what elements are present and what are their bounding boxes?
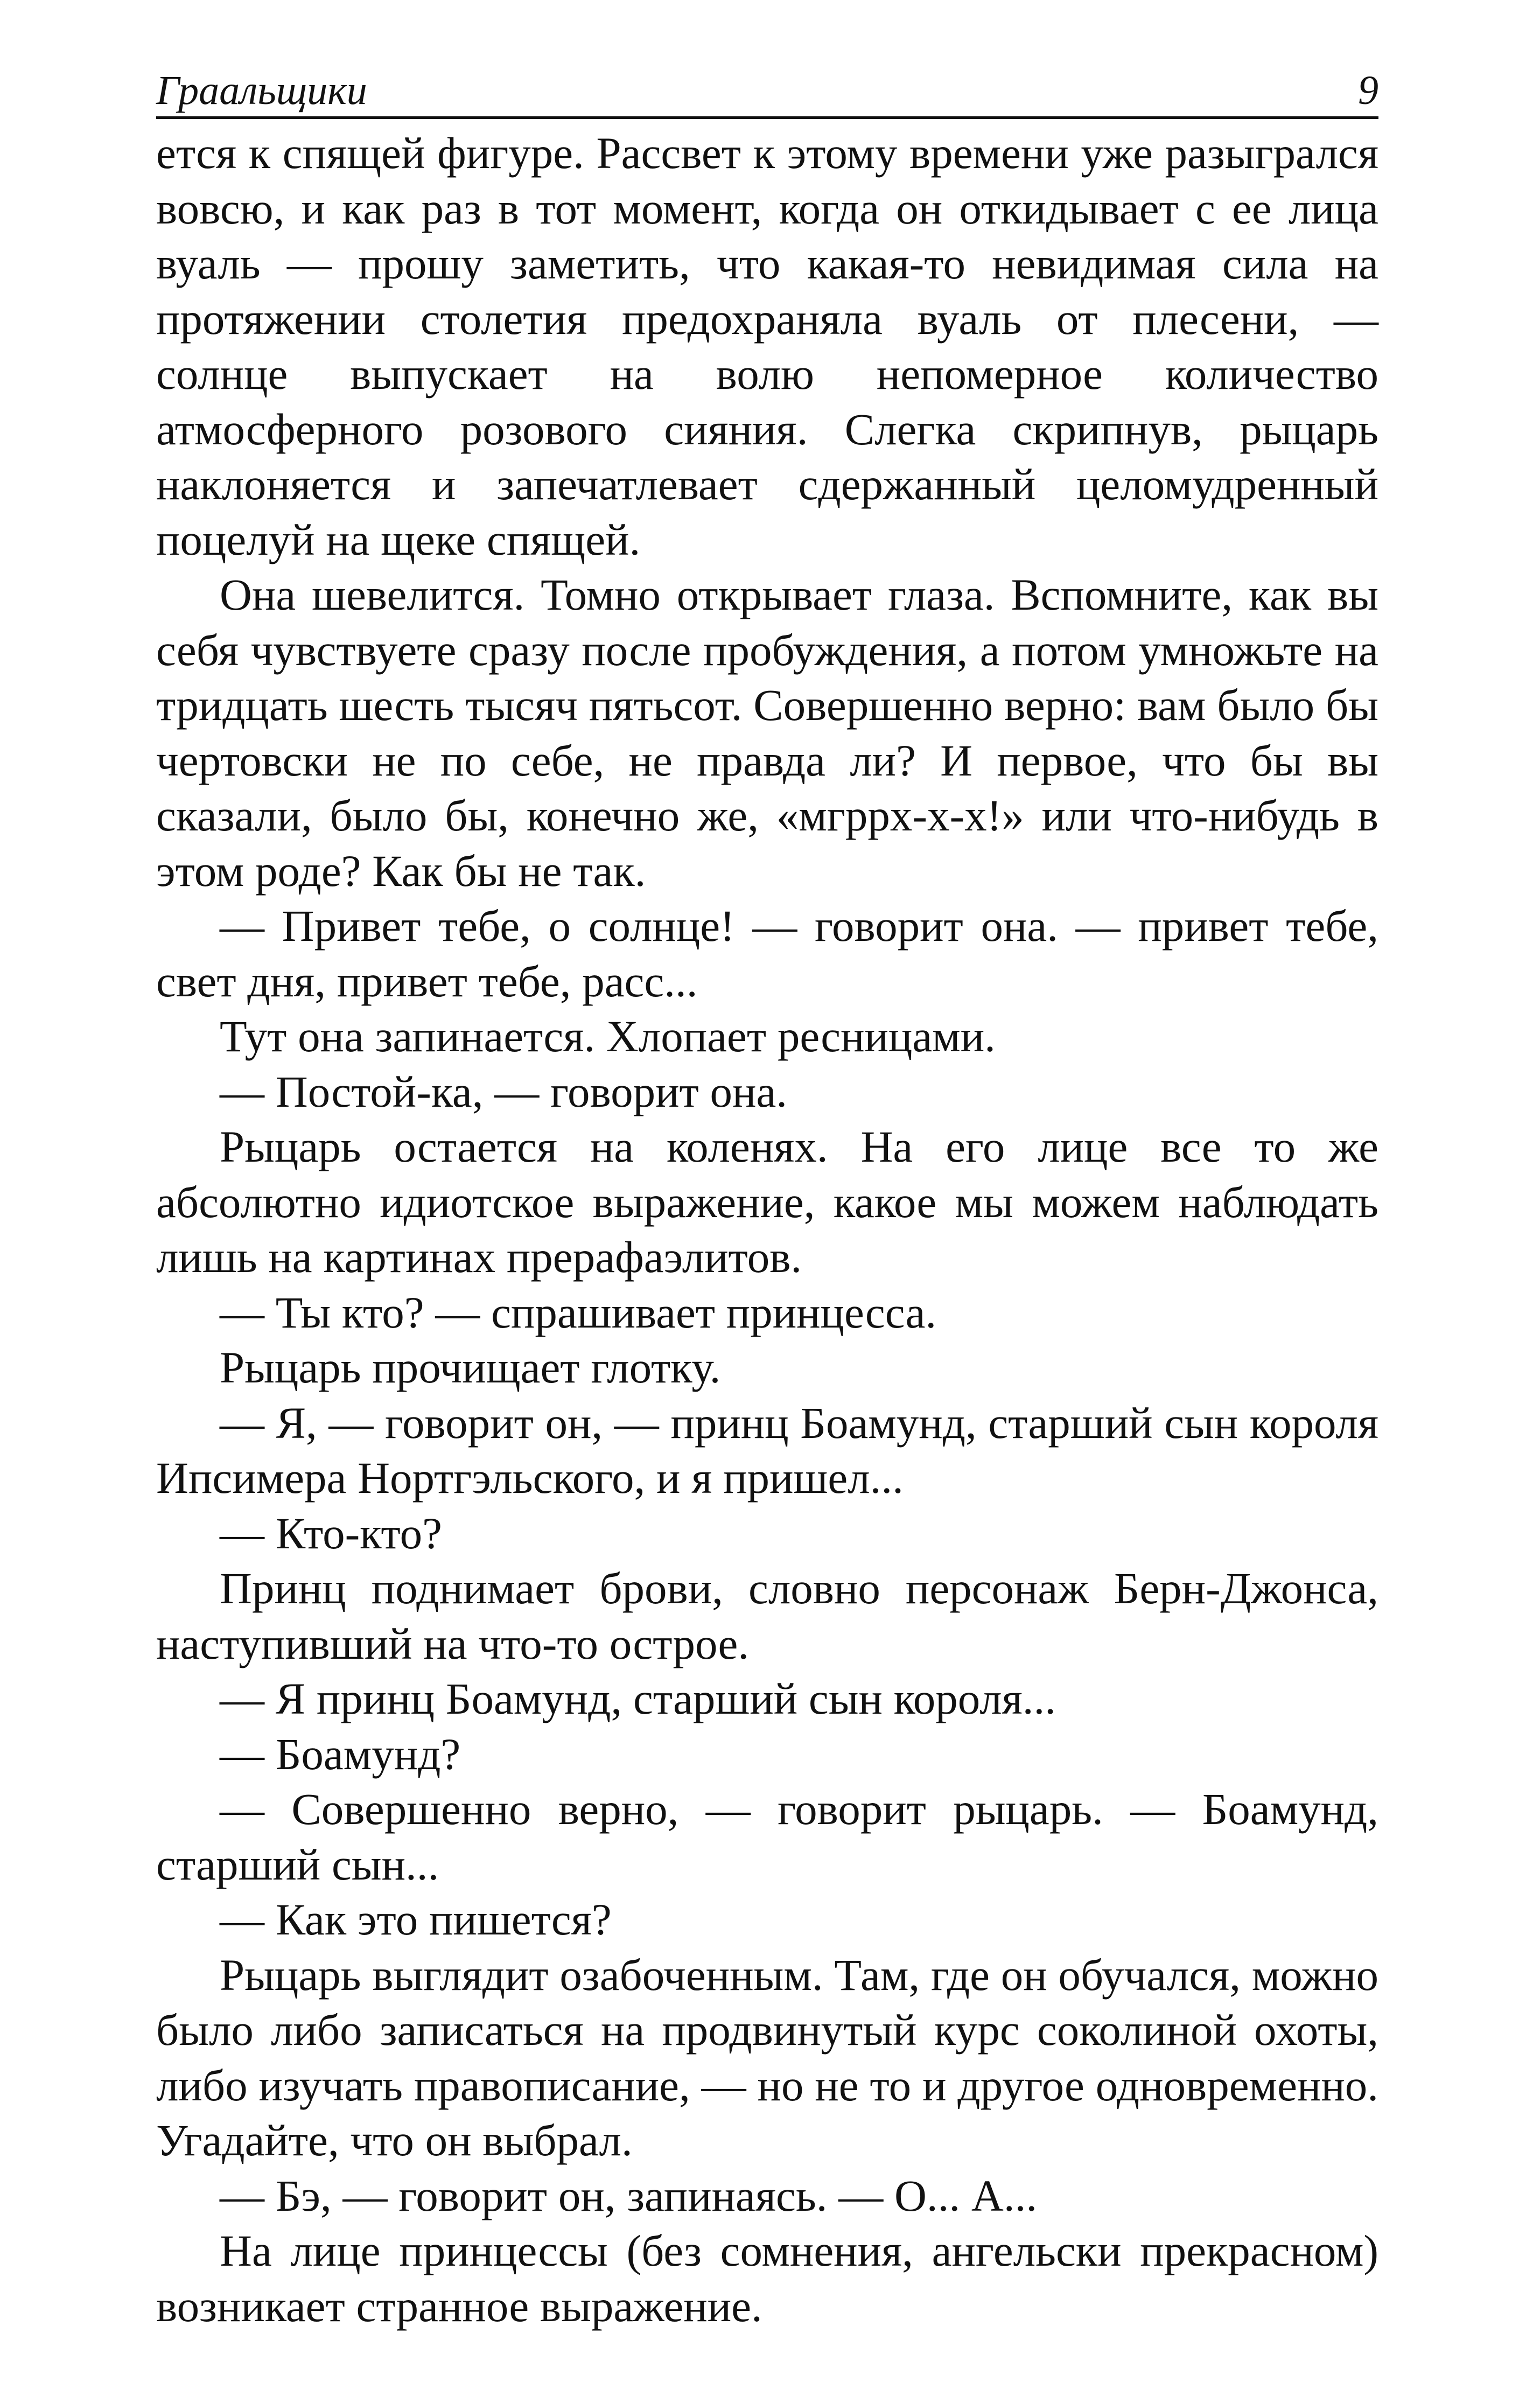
- dialogue-line: — Совершенно верно, — говорит рыцарь. — Боамунд, старший сын...: [156, 1784, 1378, 1889]
- paragraph: ется к спящей фигуре. Рассвет к этому времени уже разыгрался вовсю, и как раз в тот момент, когда он откидывает с ее лица вуаль — прошу заметить, что какая-то невидимая сила на протяжении столетия предохраняла вуаль от плесени, — солнце выпускает на волю непомерное количество атмосферного розового сияния. Слегка скрипнув, рыцарь наклоняется и запечатлевает сдержанный целомудренный поцелуй на щеке спящей.: [156, 128, 1378, 564]
- paragraph: Она шевелится. Томно открывает глаза. Вспомните, как вы себя чувствуете сразу после пробуждения, а потом умножьте на тридцать шесть тысяч пятьсот. Совершенно верно: вам было бы чертовски не по себе, не правда ли? И первое, что бы вы сказали, было бы, конечно же, «мгррх-х-х!» или что-нибудь в этом роде? Как бы не так.: [156, 570, 1378, 896]
- dialogue-line: — Боамунд?: [220, 1729, 461, 1779]
- dialogue-line: — Постой-ка, — говорит она.: [220, 1066, 788, 1116]
- running-header: [156, 65, 1378, 119]
- body-text: [156, 125, 1378, 2334]
- dialogue-line: — Ты кто? — спрашивает принцесса.: [220, 1287, 937, 1337]
- running-title: Граальщики: [156, 68, 367, 113]
- dialogue-line: — Я принц Боамунд, старший сын короля...: [220, 1674, 1056, 1723]
- dialogue-line: — Бэ, — говорит он, запинаясь. — О... А...: [220, 2170, 1038, 2220]
- paragraph: Принц поднимает брови, словно персонаж Берн-Джонса, наступивший на что-то острое.: [156, 1563, 1378, 1668]
- dialogue-line: — Я, — говорит он, — принц Боамунд, старший сын короля Ипсимера Нортгэльского, и я пришел...: [156, 1398, 1378, 1503]
- paragraph: На лице принцессы (без сомнения, ангельски прекрасном) возникает странное выражение.: [156, 2226, 1378, 2331]
- paragraph: Тут она запинается. Хлопает ресницами.: [220, 1011, 996, 1061]
- dialogue-line: — Как это пишется?: [220, 1895, 612, 1944]
- dialogue-line: — Привет тебе, о солнце! — говорит она. — привет тебе, свет дня, привет тебе, расс...: [156, 901, 1378, 1006]
- dialogue-line: — Кто-кто?: [220, 1508, 443, 1558]
- book-page: [156, 65, 1378, 2334]
- paragraph: Рыцарь остается на коленях. На его лице все то же абсолютно идиотское выражение, какое мы можем наблюдать лишь на картинах прерафаэлитов.: [156, 1122, 1378, 1282]
- paragraph: Рыцарь прочищает глотку.: [220, 1343, 721, 1392]
- paragraph: Рыцарь выглядит озабоченным. Там, где он обучался, можно было либо записаться на продвинутый курс соколиной охоты, либо изучать правописание, — но не то и другое одновременно. Угадайте, что он выбрал.: [156, 1950, 1378, 2165]
- page-number: 9: [1358, 68, 1378, 113]
